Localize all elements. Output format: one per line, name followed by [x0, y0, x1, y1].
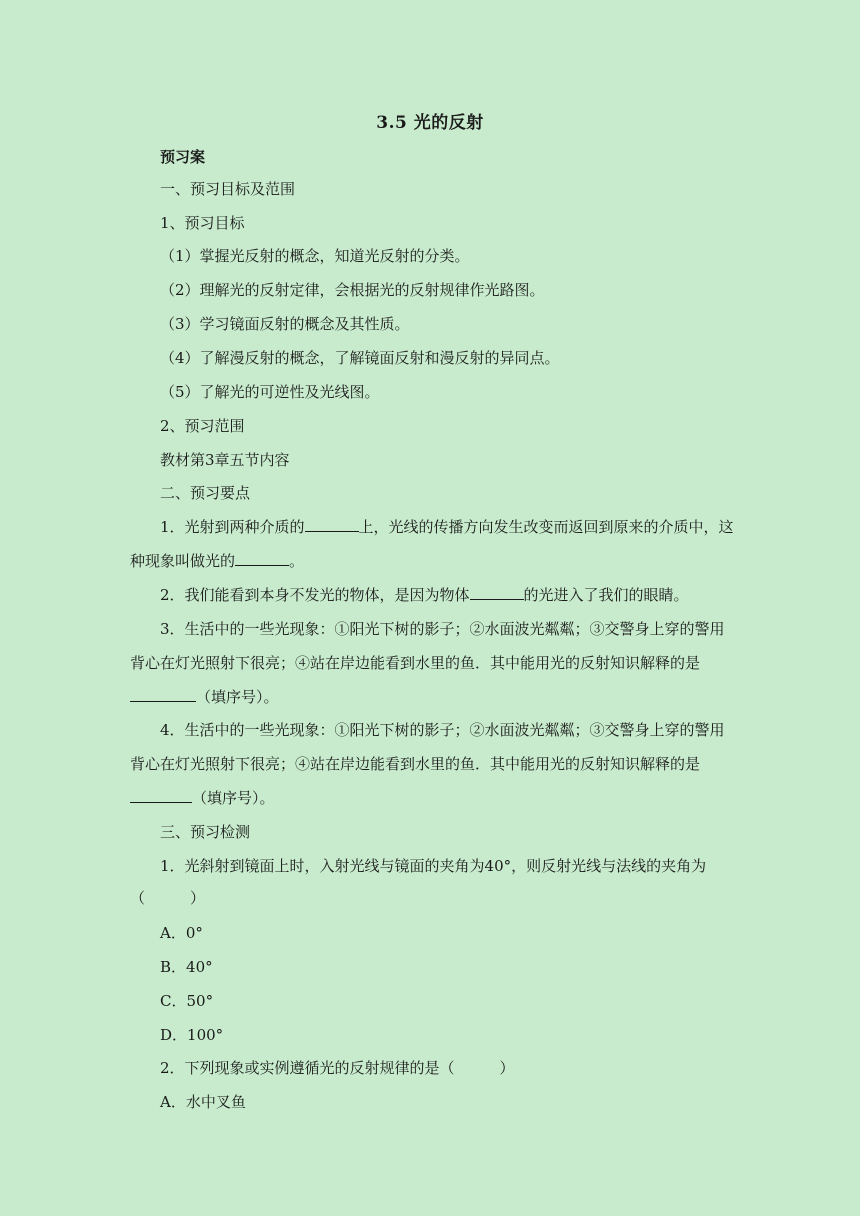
question-2 [160, 584, 689, 606]
option-a: A．水中叉鱼 [160, 1093, 246, 1111]
question-4-line-3 [130, 787, 275, 809]
answer-blank[interactable] [305, 516, 359, 532]
goal-item: （1）掌握光反射的概念，知道光反射的分类。 [160, 247, 470, 265]
option-b: B．40° [160, 958, 213, 976]
question-3-line-1: 3．生活中的一些光现象：①阳光下树的影子；②水面波光粼粼；③交警身上穿的警用 [160, 620, 725, 638]
question-text: （填序号）。 [196, 688, 279, 706]
option-d: D．100° [160, 1026, 224, 1044]
question-3-line-3 [130, 686, 279, 708]
question-1-line-1 [160, 516, 734, 538]
question-3-line-2: 背心在灯光照射下很亮；④站在岸边能看到水里的鱼．其中能用光的反射知识解释的是 [130, 654, 701, 672]
question-text: 种现象叫做光的 [130, 552, 236, 570]
question-1-line-2 [130, 550, 304, 572]
answer-blank[interactable] [130, 787, 192, 803]
question-text: 2．我们能看到本身不发光的物体，是因为物体 [160, 586, 470, 604]
question-text: 。 [289, 552, 305, 570]
option-c: C．50° [160, 992, 214, 1010]
question-text: 1．光射到两种介质的 [160, 518, 305, 536]
subsection-goals: 1、预习目标 [160, 214, 245, 232]
question-4-line-1: 4．生活中的一些光现象：①阳光下树的影子；②水面波光粼粼；③交警身上穿的警用 [160, 721, 725, 739]
answer-blank[interactable] [470, 584, 524, 600]
goal-item: （4）了解漫反射的概念，了解镜面反射和漫反射的异同点。 [160, 349, 560, 367]
test-1-stem-line-1: 1．光斜射到镜面上时，入射光线与镜面的夹角为40°，则反射光线与法线的夹角为 [160, 857, 707, 875]
page-title: 3.5 光的反射 [376, 113, 484, 133]
answer-blank[interactable] [235, 550, 289, 566]
goal-item: （3）学习镜面反射的概念及其性质。 [160, 315, 410, 333]
option-a: A．0° [160, 924, 203, 942]
test-1-stem-line-2: （ ） [130, 889, 206, 907]
section-3-heading: 三、预习检测 [160, 823, 251, 841]
section-heading: 预习案 [160, 148, 206, 166]
test-2-stem: 2．下列现象或实例遵循光的反射规律的是（ ） [160, 1059, 515, 1077]
goal-item: （2）理解光的反射定律，会根据光的反射规律作光路图。 [160, 281, 545, 299]
section-2-heading: 二、预习要点 [160, 484, 251, 502]
question-text: 的光进入了我们的眼睛。 [523, 586, 689, 604]
range-text: 教材第3章五节内容 [160, 451, 290, 469]
section-1-heading: 一、预习目标及范围 [160, 180, 296, 198]
question-text: （填序号）。 [192, 789, 275, 807]
question-4-line-2: 背心在灯光照射下很亮；④站在岸边能看到水里的鱼．其中能用光的反射知识解释的是 [130, 755, 701, 773]
goal-item: （5）了解光的可逆性及光线图。 [160, 383, 380, 401]
answer-blank[interactable] [130, 686, 196, 702]
subsection-range: 2、预习范围 [160, 417, 245, 435]
question-text: 上，光线的传播方向发生改变而返回到原来的介质中，这 [358, 518, 734, 536]
